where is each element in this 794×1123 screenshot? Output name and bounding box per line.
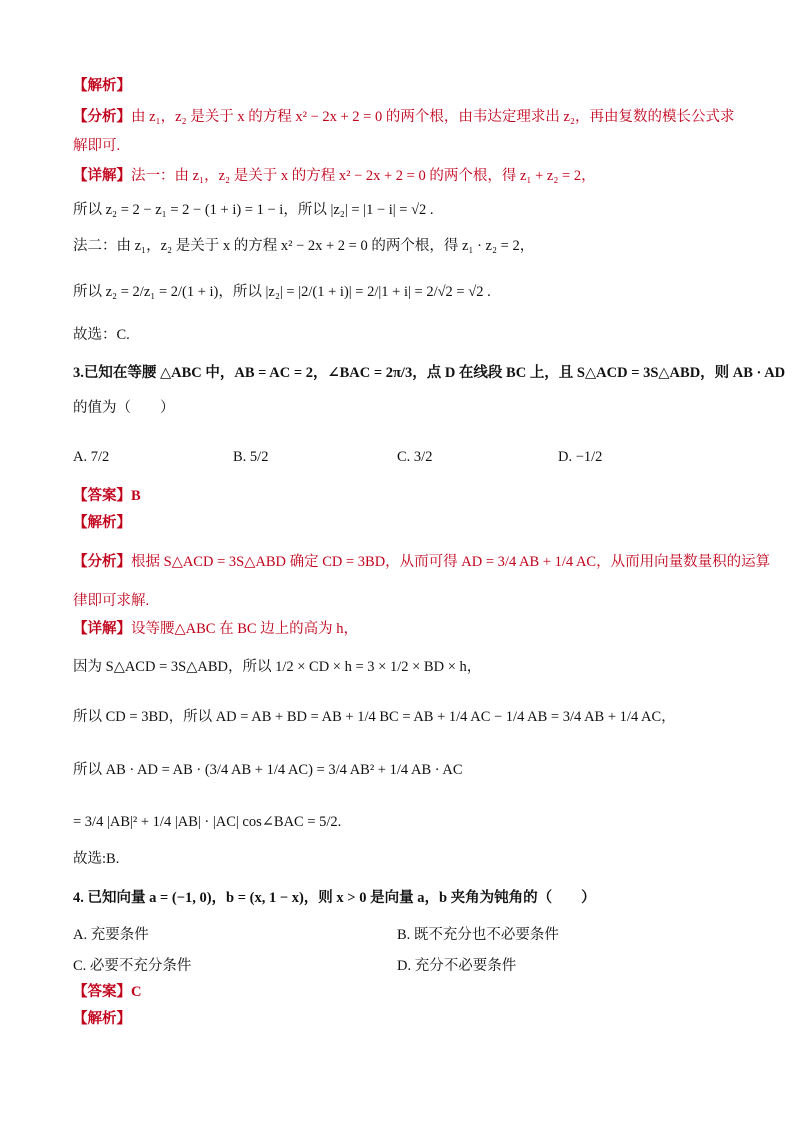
- detail-line-3: 法二：由 z₁，z₂ 是关于 x 的方程 x² − 2x + 2 = 0 的两个根，得 z₁ · z₂ = 2，: [73, 238, 535, 254]
- detail-line-1: [73, 166, 596, 186]
- detail-line-4: 所以 z₂ = 2/z₁ = 2/(1 + i)，所以 |z₂| = |2/(1 + i)| = 2/|1 + i| = 2/√2 = √2 .: [73, 284, 491, 300]
- q3-analysis-line-2: 律即可求解.: [73, 593, 150, 609]
- q4-analysis-label: 【解析】: [73, 1011, 131, 1027]
- section-label-analysis: 【解析】: [73, 78, 131, 94]
- q3-text-xiangjie: 设等腰△ABC 在 BC 边上的高为 h，: [131, 621, 359, 637]
- q3-label-fenxi: 【分析】: [73, 554, 131, 570]
- q3-detail-line-3: 所以 CD = 3BD，所以 AD = AB + BD = AB + 1/4 BC = AB + 1/4 AC − 1/4 AB = 3/4 AB + 1/4 AC，: [73, 709, 676, 725]
- q3-detail-line-4: 所以 AB · AD = AB · (3/4 AB + 1/4 AC) = 3/4 AB² + 1/4 AB · AC: [73, 762, 463, 778]
- q3-detail-line-1: [73, 619, 358, 639]
- q3-label-xiangjie: 【详解】: [73, 621, 131, 637]
- question-3-stem-2: 的值为（ ）: [73, 400, 175, 416]
- text-xiangjie-1: 法一：由 z₁，z₂ 是关于 x 的方程 x² − 2x + 2 = 0 的两个根，得 z₁ + z₂ = 2，: [131, 168, 596, 184]
- q3-conclusion: 故选:B.: [73, 851, 120, 867]
- q3-detail-line-5: = 3/4 |AB|² + 1/4 |AB| · |AC| cos∠BAC = 5/2.: [73, 814, 342, 830]
- q4-answer: 【答案】C: [73, 984, 142, 1000]
- question-3-stem: 3.已知在等腰 △ABC 中，AB = AC = 2，∠BAC = 2π/3，点 D 在线段 BC 上，且 S△ACD = 3S△ABD，则 AB · AD: [73, 365, 786, 381]
- label-fenxi: 【分析】: [73, 109, 131, 125]
- q3-option-d: D. −1/2: [558, 449, 603, 465]
- q3-answer: 【答案】B: [73, 488, 141, 504]
- q4-option-b: B. 既不充分也不必要条件: [397, 927, 559, 943]
- analysis-line-1: [73, 107, 734, 127]
- q3-option-c: C. 3/2: [397, 449, 433, 465]
- q4-option-c: C. 必要不充分条件: [73, 958, 192, 974]
- q4-option-a: A. 充要条件: [73, 927, 149, 943]
- q3-detail-line-2: 因为 S△ACD = 3S△ABD，所以 1/2 × CD × h = 3 × 1/2 × BD × h，: [73, 659, 482, 675]
- analysis-line-2: 解即可.: [73, 138, 121, 154]
- q3-option-b: B. 5/2: [233, 449, 269, 465]
- q3-option-a: A. 7/2: [73, 449, 110, 465]
- q4-option-d: D. 充分不必要条件: [397, 958, 517, 974]
- label-xiangjie: 【详解】: [73, 168, 131, 184]
- q3-analysis-label: 【解析】: [73, 515, 131, 531]
- q3-text-fenxi: 根据 S△ACD = 3S△ABD 确定 CD = 3BD，从而可得 AD = 3/4 AB + 1/4 AC，从而用向量数量积的运算: [131, 554, 771, 570]
- q3-analysis-line-1: [73, 552, 770, 572]
- answer-choice-q2: 故选：C.: [73, 327, 130, 343]
- detail-line-2: 所以 z₂ = 2 − z₁ = 2 − (1 + i) = 1 − i，所以 |z₂| = |1 − i| = √2 .: [73, 202, 434, 218]
- question-4-stem: 4. 已知向量 a = (−1, 0)，b = (x, 1 − x)，则 x > 0 是向量 a，b 夹角为钝角的（ ）: [73, 890, 596, 906]
- text-fenxi-1: 由 z₁，z₂ 是关于 x 的方程 x² − 2x + 2 = 0 的两个根，由韦达定理求出 z₂，再由复数的模长公式求: [131, 109, 735, 125]
